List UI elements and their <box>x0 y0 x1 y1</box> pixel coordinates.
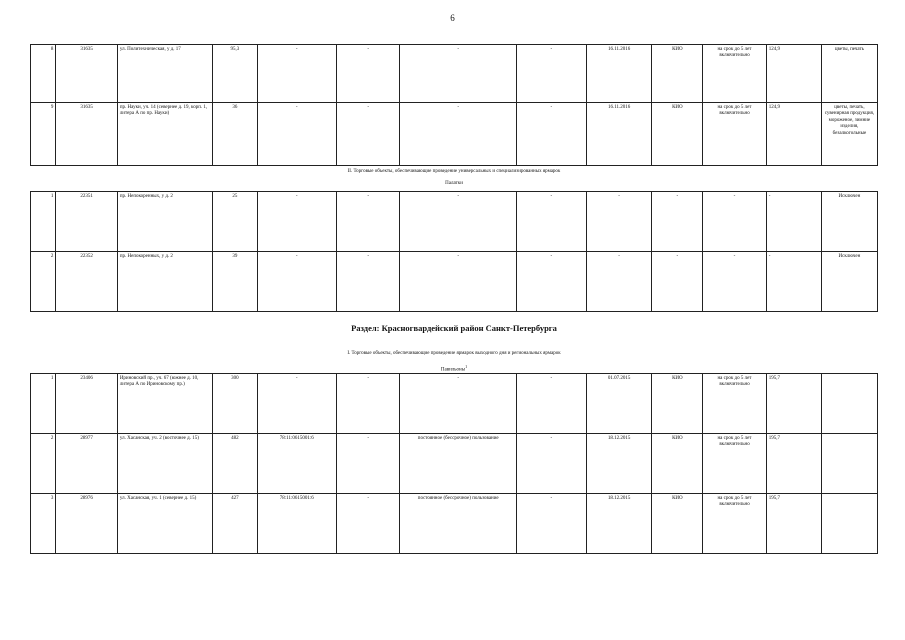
cell-row-number: 2 <box>31 434 56 494</box>
table-row <box>31 494 878 554</box>
cell-cadastral-number: - <box>257 192 336 252</box>
cell-code: 124,9 <box>766 103 821 166</box>
cell-organization: - <box>652 252 703 312</box>
cell-decision-date: 16.11.2016 <box>586 103 652 166</box>
section3-subtitle <box>30 364 878 373</box>
cell-row-number: 1 <box>31 192 56 252</box>
cell-organization: - <box>652 192 703 252</box>
cell-decision-date: - <box>586 192 652 252</box>
cell-area: 36 <box>213 103 257 166</box>
cell-term: - <box>703 192 767 252</box>
cell-land-right: - <box>400 192 516 252</box>
cell-purpose <box>821 374 877 434</box>
cell-col-8: - <box>516 434 586 494</box>
cell-address: пр. Науки, уч. 14 (севернее д. 19, корп. 1, литера А по пр. Науки) <box>117 103 212 166</box>
cell-organization: КИО <box>652 45 703 103</box>
table-row <box>31 192 878 252</box>
cell-term: на срок до 5 лет включительно <box>703 103 767 166</box>
cell-organization: КИО <box>652 103 703 166</box>
table-row <box>31 45 878 103</box>
cell-area: 95,3 <box>213 45 257 103</box>
table-row <box>31 103 878 166</box>
table-section2 <box>30 191 878 312</box>
cell-area: 39 <box>213 252 257 312</box>
table-row <box>31 252 878 312</box>
cell-code: 195,7 <box>766 374 821 434</box>
cell-decision-date: 18.12.2015 <box>586 494 652 554</box>
cell-organization: КИО <box>652 494 703 554</box>
table-row <box>31 434 878 494</box>
cell-cadastral-number: 78:11:0615001:6 <box>257 494 336 554</box>
cell-object-id: 23406 <box>56 374 117 434</box>
table-row <box>31 374 878 434</box>
cell-term: - <box>703 252 767 312</box>
cell-land-right: - <box>400 103 516 166</box>
cell-col-6: - <box>336 494 400 554</box>
section2-subtitle: Палатки <box>445 181 463 186</box>
cell-col-6: - <box>336 45 400 103</box>
cell-area: 427 <box>213 494 257 554</box>
cell-object-id: 31635 <box>56 103 117 166</box>
cell-address: пр. Непокоренных, у д. 2 <box>117 192 212 252</box>
cell-area: 25 <box>213 192 257 252</box>
cell-organization: КИО <box>652 434 703 494</box>
table-section1 <box>30 44 878 166</box>
cell-address: ул. Хасанская, уч. 1 (севернее д. 15) <box>117 494 212 554</box>
cell-purpose: цветы, печать, сувенирная продукция, мороженое, зимние изделия, безалкогольные <box>821 103 877 166</box>
cell-col-6: - <box>336 252 400 312</box>
cell-col-8: - <box>516 192 586 252</box>
page-number: 6 <box>450 13 455 23</box>
cell-purpose <box>821 494 877 554</box>
cell-land-right: - <box>400 252 516 312</box>
section2-title: II. Торговые объекты, обеспечивающие проведение универсальных и специализированных ярмарок <box>347 169 561 174</box>
cell-cadastral-number: 78:11:0615001:6 <box>257 434 336 494</box>
cell-code: - <box>766 192 821 252</box>
cell-purpose: Исключен <box>821 252 877 312</box>
district-heading: Раздел: Красногвардейский район Санкт-Петербурга <box>351 323 557 333</box>
cell-row-number: 9 <box>31 103 56 166</box>
cell-code: - <box>766 252 821 312</box>
cell-code: 124,9 <box>766 45 821 103</box>
cell-land-right: - <box>400 45 516 103</box>
cell-row-number: 2 <box>31 252 56 312</box>
section3-subtitle-text: Павильоны <box>440 367 466 373</box>
cell-decision-date: 18.12.2015 <box>586 434 652 494</box>
cell-col-6: - <box>336 192 400 252</box>
cell-land-right: постоянное (бессрочное) пользование <box>400 494 516 554</box>
cell-cadastral-number: - <box>257 103 336 166</box>
cell-land-right: - <box>400 374 516 434</box>
cell-col-8: - <box>516 103 586 166</box>
cell-col-8: - <box>516 45 586 103</box>
cell-object-id: 28976 <box>56 494 117 554</box>
cell-purpose: цветы, печать <box>821 45 877 103</box>
cell-cadastral-number: - <box>257 252 336 312</box>
footnote-mark: 1 <box>465 364 468 369</box>
cell-row-number: 8 <box>31 45 56 103</box>
cell-col-6: - <box>336 434 400 494</box>
section3-title: I. Торговые объекты, обеспечивающие проведение ярмарок выходного дня и региональных ярмарок <box>347 351 561 356</box>
cell-decision-date: 01.07.2015 <box>586 374 652 434</box>
cell-cadastral-number: - <box>257 45 336 103</box>
cell-row-number: 3 <box>31 494 56 554</box>
cell-cadastral-number: - <box>257 374 336 434</box>
cell-address: пр. Непокоренных, у д. 2 <box>117 252 212 312</box>
cell-purpose <box>821 434 877 494</box>
cell-object-id: 28977 <box>56 434 117 494</box>
cell-term: на срок до 5 лет включительно <box>703 45 767 103</box>
cell-object-id: 31635 <box>56 45 117 103</box>
cell-code: 195,7 <box>766 494 821 554</box>
cell-address: Ириновский пр., уч. 67 (южнее д. 10, литера А по Ириновскому пр.) <box>117 374 212 434</box>
cell-col-8: - <box>516 252 586 312</box>
cell-land-right: постоянное (бессрочное) пользование <box>400 434 516 494</box>
cell-term: на срок до 5 лет включительно <box>703 494 767 554</box>
cell-code: 195,7 <box>766 434 821 494</box>
cell-area: 482 <box>213 434 257 494</box>
cell-row-number: 1 <box>31 374 56 434</box>
table-section3 <box>30 373 878 554</box>
cell-col-8: - <box>516 494 586 554</box>
cell-area: 300 <box>213 374 257 434</box>
cell-object-id: 22351 <box>56 192 117 252</box>
cell-organization: КИО <box>652 374 703 434</box>
cell-address: ул. Хасанская, уч. 2 (восточнее д. 15) <box>117 434 212 494</box>
cell-address: ул. Политехническая, у д. 17 <box>117 45 212 103</box>
cell-term: на срок до 5 лет включительно <box>703 434 767 494</box>
cell-term: на срок до 5 лет включительно <box>703 374 767 434</box>
cell-decision-date: 16.11.2016 <box>586 45 652 103</box>
cell-decision-date: - <box>586 252 652 312</box>
cell-purpose: Исключен <box>821 192 877 252</box>
cell-col-6: - <box>336 374 400 434</box>
cell-object-id: 22352 <box>56 252 117 312</box>
cell-col-8: - <box>516 374 586 434</box>
cell-col-6: - <box>336 103 400 166</box>
